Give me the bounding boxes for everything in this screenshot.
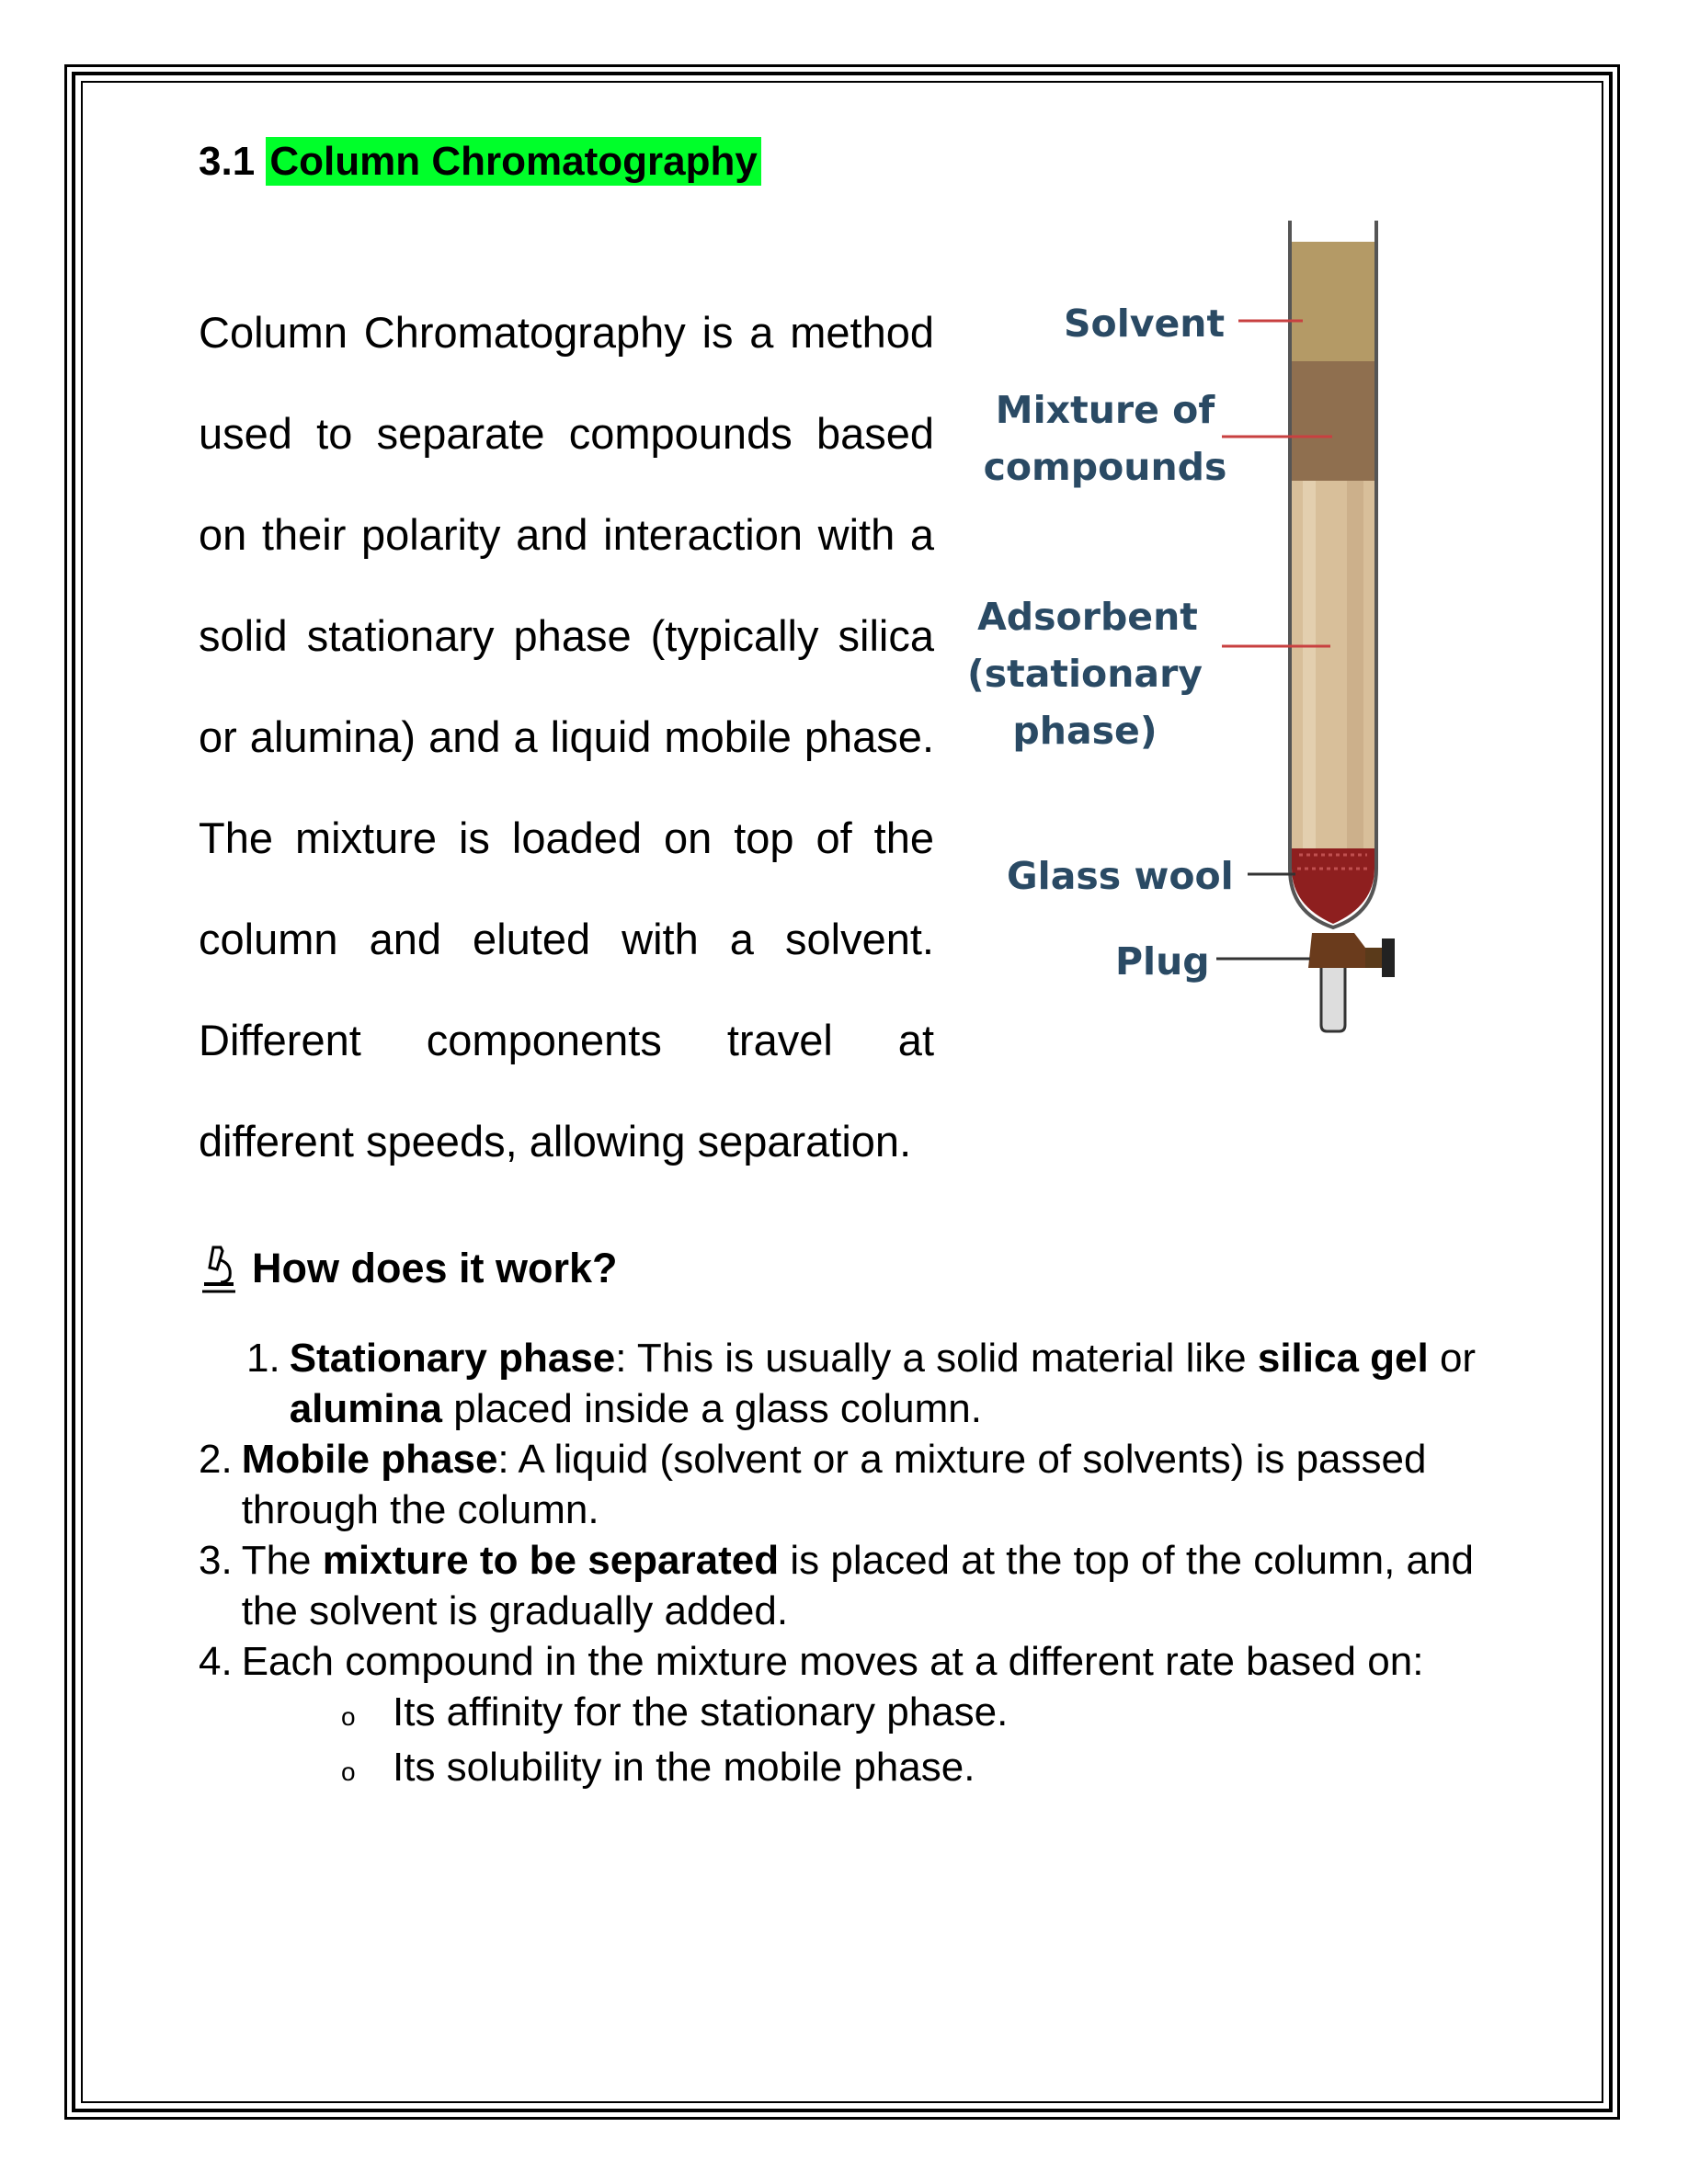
label-mixture-line2: compounds [983,445,1227,489]
step-text-part: is placed at the top of the column, and the solvent is gradually added. [241,1538,1474,1633]
step-text [233,1434,1541,1535]
steps-list [199,1333,1541,1797]
column-chromatography-diagram [961,207,1439,1052]
step-number: 1. [246,1336,280,1381]
step-term: Stationary phase [289,1336,616,1381]
intro-paragraph: Column Chromatography is a method used to separate compounds based on their polarity and interaction with a solid stationary phase (typically silica or alumina) and a liquid mobile phase. The mixture is loaded on top of the column and eluted with a solvent. Different components travel at different speeds, allowing separation. [199,308,934,1166]
mixture-layer [1292,361,1374,481]
step-item [199,1434,1541,1535]
step-number: 3. [199,1538,233,1583]
step-text-part: or [1428,1336,1477,1381]
step-text-part: placed inside a glass column. [441,1386,982,1431]
step-number: 4. [199,1639,233,1684]
step-term: Mobile phase [241,1437,498,1482]
label-plug: Plug [1115,939,1210,984]
label-adsorbent-line3: phase) [1012,709,1158,753]
section-title-highlighted: Column Chromatography [266,137,760,186]
label-adsorbent-line2: (stationary [966,652,1203,696]
glass-wool [1292,848,1374,924]
step-text: Each compound in the mixture moves at a different rate based on: [241,1639,1424,1684]
sub-list [341,1687,1541,1797]
step-text [280,1333,1541,1434]
label-adsorbent-line1: Adsorbent [977,595,1198,639]
how-it-works-heading [199,1241,618,1296]
step-item [199,1636,1541,1687]
solvent-layer [1292,242,1374,361]
step-number: 2. [199,1437,233,1482]
label-solvent: Solvent [1064,301,1226,346]
how-it-works-title: How does it work? [252,1245,618,1291]
sub-list-text: Its solubility in the mobile phase. [393,1745,975,1790]
step-text-part: The [241,1538,323,1583]
step-term: silica gel [1257,1336,1429,1381]
plug [1308,933,1365,968]
step-term: mixture to be separated [322,1538,780,1583]
section-number: 3.1 [199,139,256,184]
sub-list-text: Its affinity for the stationary phase. [393,1689,1009,1735]
bullet: o [341,1702,356,1731]
step-item [199,1535,1541,1636]
label-glass-wool: Glass wool [1007,854,1234,898]
step-item [199,1333,1541,1434]
section-heading [199,134,761,189]
step-term: alumina [289,1386,442,1431]
step-text [233,1535,1541,1636]
label-mixture-line1: Mixture of [995,388,1215,432]
bullet: o [341,1757,356,1786]
step-text-part: : This is usually a solid material like [615,1336,1258,1381]
sub-list-item [341,1687,1541,1742]
sub-list-item [341,1742,1541,1797]
microscope-icon [199,1244,239,1293]
step-text-part: : A liquid (solvent or a mixture of solvents) is passed through the column. [241,1437,1427,1532]
